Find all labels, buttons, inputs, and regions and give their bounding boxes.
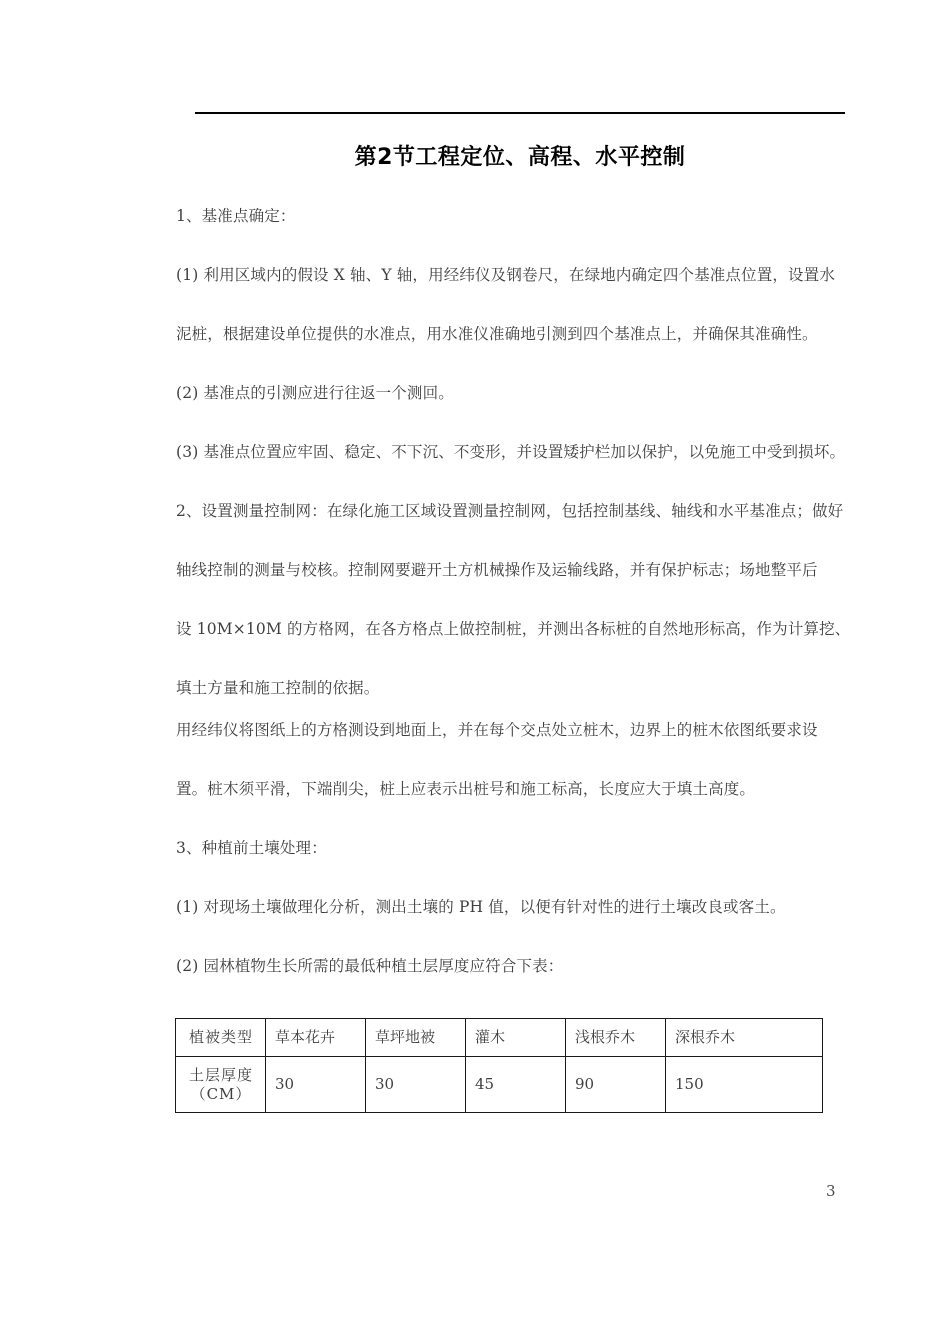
section-2-line-5: 用经纬仪将图纸上的方格测设到地面上，并在每个交点处立桩木，边界上的桩木依图纸要求设 bbox=[176, 721, 818, 739]
spacer bbox=[176, 521, 876, 560]
section-1-item-2: (2) 基准点的引测应进行往返一个测回。 bbox=[176, 384, 454, 402]
spacer bbox=[176, 639, 876, 678]
spacer bbox=[176, 285, 876, 324]
header-rule bbox=[195, 112, 845, 114]
table-cell-value-shallow-root-tree: 90 bbox=[566, 1057, 666, 1113]
spacer bbox=[176, 344, 876, 383]
spacer bbox=[176, 740, 876, 779]
section-2-line-1: 2、设置测量控制网：在绿化施工区域设置测量控制网，包括控制基线、轴线和水平基准点；做好 bbox=[176, 502, 844, 520]
table-cell-value-herbaceous-flowers: 30 bbox=[266, 1057, 366, 1113]
section-3-item-2: (2) 园林植物生长所需的最低种植土层厚度应符合下表： bbox=[176, 957, 564, 975]
section-2-line-6: 置。桩木须平滑，下端削尖，桩上应表示出桩号和施工标高，长度应大于填土高度。 bbox=[176, 780, 756, 798]
section-1-item-1-line-2: 泥桩，根据建设单位提供的水准点，用水准仪准确地引测到四个基准点上，并确保其准确性。 bbox=[176, 325, 818, 343]
table-header-cell-herbaceous-flowers: 草本花卉 bbox=[266, 1019, 366, 1057]
spacer bbox=[176, 698, 876, 720]
table-row bbox=[176, 1057, 823, 1113]
table-header-cell-vegetation-type: 植被类型 bbox=[176, 1019, 266, 1057]
section-2-line-4: 填土方量和施工控制的依据。 bbox=[176, 679, 380, 697]
spacer bbox=[176, 917, 876, 956]
spacer bbox=[176, 799, 876, 838]
spacer bbox=[176, 580, 876, 619]
table-header-cell-shrub: 灌木 bbox=[466, 1019, 566, 1057]
table-cell-value-shrub: 45 bbox=[466, 1057, 566, 1113]
soil-depth-table-wrapper bbox=[175, 1018, 822, 1113]
page-number: 3 bbox=[826, 1182, 836, 1200]
section-2-line-2: 轴线控制的测量与校核。控制网要避开土方机械操作及运输线路，并有保护标志；场地整平后 bbox=[176, 561, 818, 579]
section-1-heading: 1、基准点确定： bbox=[176, 207, 296, 225]
soil-depth-table bbox=[175, 1018, 823, 1113]
table-cell-value-deep-root-tree: 150 bbox=[666, 1057, 823, 1113]
spacer bbox=[176, 462, 876, 501]
table-header-row bbox=[176, 1019, 823, 1057]
spacer bbox=[176, 858, 876, 897]
section-2-line-3: 设 10M×10M 的方格网，在各方格点上做控制桩，并测出各标桩的自然地形标高，作为计算挖、 bbox=[176, 620, 851, 638]
row-label-line-1: 土层厚度 bbox=[188, 1065, 253, 1084]
section-1-item-1-line-1: (1) 利用区域内的假设 X 轴、Y 轴，用经纬仪及钢卷尺，在绿地内确定四个基准点位置，设置水 bbox=[176, 266, 835, 284]
table-cell-value-lawn-groundcover: 30 bbox=[366, 1057, 466, 1113]
document-body bbox=[176, 206, 876, 976]
section-3-heading: 3、种植前土壤处理： bbox=[176, 839, 327, 857]
section-1-item-3: (3) 基准点位置应牢固、稳定、不下沉、不变形，并设置矮护栏加以保护，以免施工中受到损坏。 bbox=[176, 443, 846, 461]
table-header-cell-deep-root-tree: 深根乔木 bbox=[666, 1019, 823, 1057]
spacer bbox=[176, 226, 876, 265]
row-label-line-2: （CM） bbox=[190, 1084, 252, 1103]
page-title: 第2节工程定位、高程、水平控制 bbox=[354, 145, 686, 170]
table-header-cell-shallow-root-tree: 浅根乔木 bbox=[566, 1019, 666, 1057]
section-3-item-1: (1) 对现场土壤做理化分析，测出土壤的 PH 值，以便有针对性的进行土壤改良或客土。 bbox=[176, 898, 786, 916]
table-row-label-soil-thickness bbox=[176, 1057, 266, 1113]
spacer bbox=[176, 403, 876, 442]
table-header-cell-lawn-groundcover: 草坪地被 bbox=[366, 1019, 466, 1057]
